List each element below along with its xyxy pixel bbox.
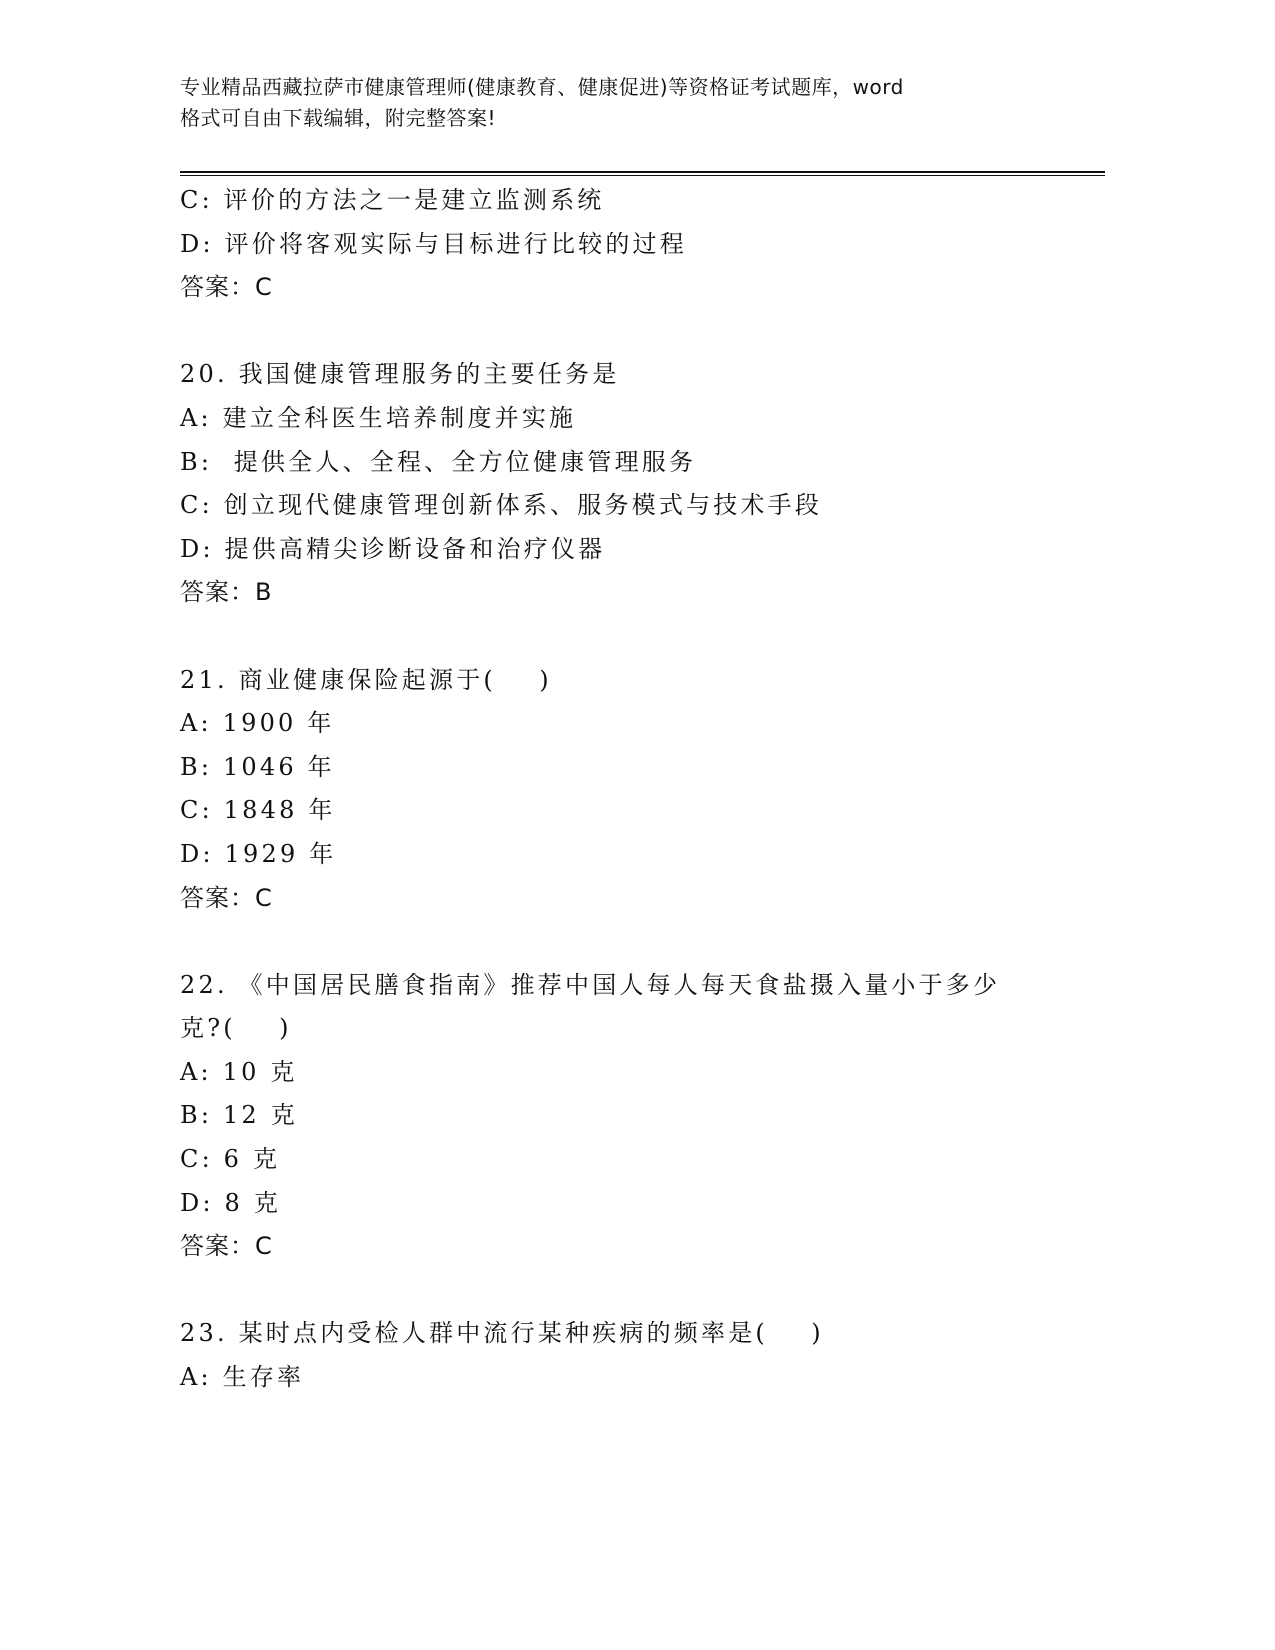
question-stem: 22. 《中国居民膳食指南》推荐中国人每人每天食盐摄入量小于多少 [180, 970, 1001, 999]
option: C: 创立现代健康管理创新体系、服务模式与技术手段 [180, 491, 823, 520]
question-stem: 21. 商业健康保险起源于( ) [180, 665, 552, 694]
answer: 答案：C [180, 1232, 273, 1261]
question-list [180, 179, 1080, 1400]
header-divider-thin [180, 175, 1105, 176]
option: A: 建立全科医生培养制度并实施 [180, 403, 577, 432]
spacer [180, 920, 1080, 964]
header-divider [180, 171, 1105, 173]
option: C: 1848 年 [180, 796, 336, 825]
option: D: 评价将客观实际与目标进行比较的过程 [180, 229, 687, 258]
header-line-2: 格式可自由下载编辑，附完整答案! [180, 106, 497, 130]
option: A: 10 克 [180, 1057, 298, 1086]
option: C: 6 克 [180, 1145, 281, 1174]
option: D: 8 克 [180, 1188, 282, 1217]
option: B: 12 克 [180, 1101, 298, 1130]
answer: 答案：C [180, 883, 273, 912]
option: D: 提供高精尖诊断设备和治疗仪器 [180, 534, 606, 563]
spacer [180, 615, 1080, 659]
option: A: 1900 年 [180, 709, 335, 738]
document-header [180, 72, 1030, 134]
option: D: 1929 年 [180, 839, 337, 868]
spacer [180, 310, 1080, 354]
option: B: 1046 年 [180, 752, 335, 781]
option: B: 提供全人、全程、全方位健康管理服务 [180, 447, 697, 476]
option: C: 评价的方法之一是建立监测系统 [180, 186, 605, 214]
answer: 答案：B [180, 578, 273, 607]
header-line-1: 专业精品西藏拉萨市健康管理师(健康教育、健康促进)等资格证考试题库，word [180, 75, 904, 99]
question-stem: 20. 我国健康管理服务的主要任务是 [180, 360, 620, 389]
option: A: 生存率 [180, 1363, 305, 1392]
question-stem: 23. 某时点内受检人群中流行某种疾病的频率是( ) [180, 1319, 824, 1348]
answer: 答案：C [180, 273, 273, 302]
spacer [180, 1269, 1080, 1313]
question-stem: 克?( ) [180, 1014, 292, 1043]
